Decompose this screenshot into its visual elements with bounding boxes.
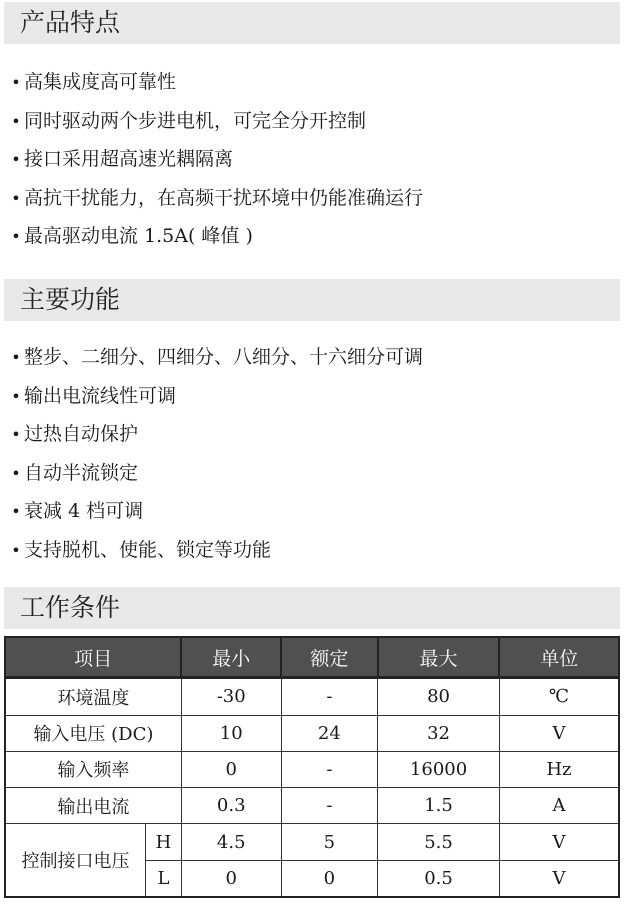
bullet-icon: • <box>11 540 21 560</box>
cell-item: 输入频率 <box>5 751 181 787</box>
cell-unit: V <box>499 860 619 897</box>
cell-unit: ℃ <box>499 678 619 715</box>
cell-max: 0.5 <box>378 860 500 897</box>
cell-rated: - <box>281 678 378 715</box>
cell-rated: 24 <box>281 715 378 751</box>
table-row <box>5 715 619 751</box>
cell-rated: - <box>281 751 378 787</box>
cell-max: 32 <box>378 715 500 751</box>
cell-rated: - <box>281 788 378 824</box>
list-item: • 最高驱动电流 1.5A( 峰值 ) <box>8 217 423 256</box>
header-min: 最小 <box>181 637 281 678</box>
bullet-icon: • <box>11 73 21 92</box>
cell-max: 16000 <box>378 751 500 787</box>
features-list <box>8 63 423 256</box>
cell-max: 5.5 <box>378 824 500 860</box>
cell-unit: Hz <box>499 751 619 787</box>
header-unit: 单位 <box>499 637 619 678</box>
bullet-icon: • <box>11 425 21 444</box>
list-item: • 高集成度高可靠性 <box>8 63 423 102</box>
bullet-icon: • <box>11 111 21 131</box>
list-item: • 整步、二细分、四细分、八细分、十六细分可调 <box>8 338 423 377</box>
cell-min: -30 <box>181 678 281 715</box>
cell-unit: A <box>499 788 619 824</box>
list-item: • 高抗干扰能力，在高频干扰环境中仍能准确运行 <box>8 179 423 218</box>
cell-unit: V <box>499 715 619 751</box>
list-item: • 支持脱机、使能、锁定等功能 <box>8 531 423 570</box>
cell-item: 输入电压 (DC) <box>5 715 181 751</box>
cell-level: L <box>145 860 181 897</box>
list-item: • 自动半流锁定 <box>8 454 423 493</box>
bullet-icon: • <box>11 150 21 169</box>
table-row <box>5 751 619 787</box>
table-row <box>5 678 619 715</box>
cell-control-item: 控制接口电压 <box>5 824 145 897</box>
functions-heading: 主要功能 <box>4 279 620 321</box>
cell-min: 4.5 <box>181 824 281 860</box>
list-item: • 衰减 4 档可调 <box>8 492 423 531</box>
cell-max: 1.5 <box>378 788 500 824</box>
table-row <box>5 824 619 860</box>
cell-min: 10 <box>181 715 281 751</box>
cell-max: 80 <box>378 678 500 715</box>
cell-unit: V <box>499 824 619 860</box>
header-rated: 额定 <box>281 637 378 678</box>
bullet-icon: • <box>11 227 21 246</box>
features-heading: 产品特点 <box>4 2 620 44</box>
header-item: 项目 <box>5 637 181 678</box>
cell-rated: 5 <box>281 824 378 860</box>
cell-min: 0 <box>181 860 281 897</box>
header-max: 最大 <box>378 637 500 678</box>
bullet-icon: • <box>11 386 21 406</box>
bullet-icon: • <box>11 348 21 367</box>
functions-list <box>8 338 423 569</box>
list-item: • 同时驱动两个步进电机，可完全分开控制 <box>8 102 423 141</box>
bullet-icon: • <box>11 188 21 208</box>
conditions-heading: 工作条件 <box>4 587 620 629</box>
list-item: • 接口采用超高速光耦隔离 <box>8 140 423 179</box>
conditions-table <box>4 636 620 898</box>
cell-min: 0 <box>181 751 281 787</box>
cell-min: 0.3 <box>181 788 281 824</box>
bullet-icon: • <box>11 502 21 521</box>
table-header-row <box>5 637 619 678</box>
list-item: • 输出电流线性可调 <box>8 377 423 416</box>
table-row <box>5 788 619 824</box>
cell-rated: 0 <box>281 860 378 897</box>
list-item: • 过热自动保护 <box>8 415 423 454</box>
bullet-icon: • <box>11 463 21 483</box>
cell-level: H <box>145 824 181 860</box>
cell-item: 环境温度 <box>5 678 181 715</box>
cell-item: 输出电流 <box>5 788 181 824</box>
